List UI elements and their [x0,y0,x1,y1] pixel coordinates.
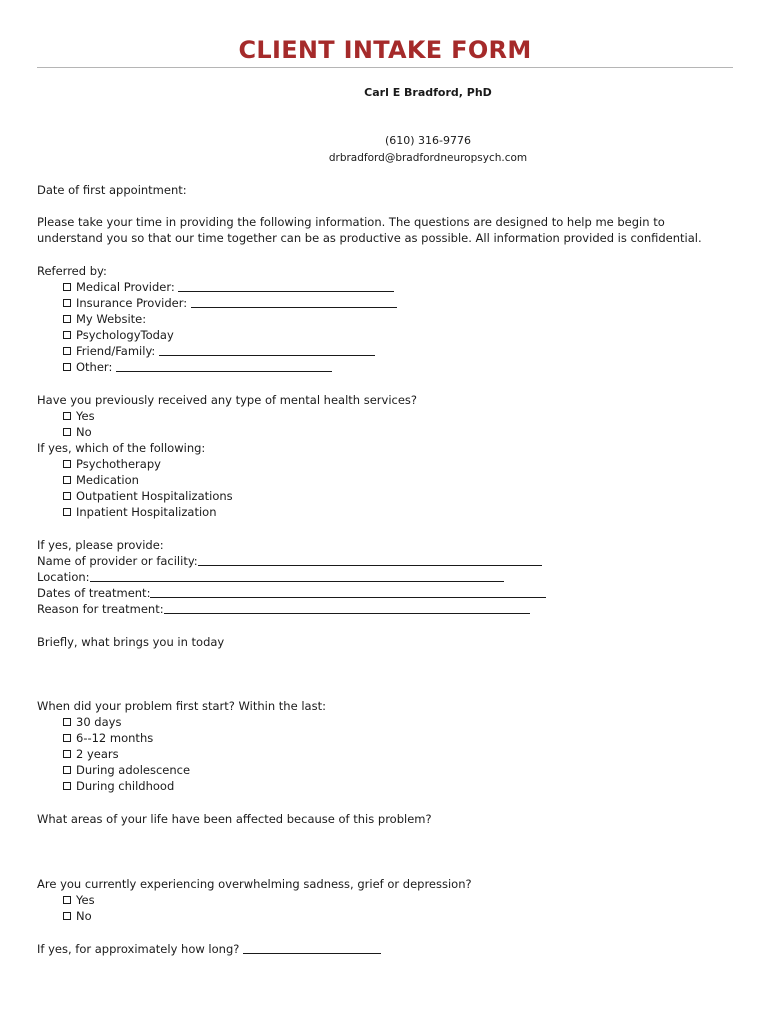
option-label: No [76,425,92,439]
checkbox[interactable] [63,492,71,500]
intro-paragraph-line-1: Please take your time in providing the following information. The questions are designed to help me begin to [37,215,665,229]
option-label: Insurance Provider: [76,296,188,310]
referred-option-psychologytoday [63,327,174,343]
checkbox[interactable] [63,283,71,291]
problem-start-question: When did your problem first start? Within the last: [37,699,326,713]
title-divider [37,67,733,68]
provider-name-blank[interactable] [198,554,542,566]
option-label: During childhood [76,779,175,793]
insurance-provider-blank[interactable] [191,296,397,308]
reason-for-treatment-blank[interactable] [164,602,530,614]
service-option-inpatient [63,504,217,520]
start-option-adolescence [63,762,190,778]
option-label: Psychotherapy [76,457,161,471]
clinician-phone: (610) 316-9776 [384,134,472,147]
option-label: Friend/Family: [76,344,156,358]
checkbox[interactable] [63,460,71,468]
field-label: Name of provider or facility: [37,554,198,568]
intro-paragraph-line-2: understand you so that our time together can be as productive as possible. All information provided is confidential. [37,231,702,245]
sadness-option-no [63,908,92,924]
clinician-email: drbradford@bradfordneuropsych.com [328,152,528,164]
previous-option-yes [63,408,95,424]
field-label: Location: [37,570,90,584]
how-long-field [37,941,381,957]
checkbox[interactable] [63,299,71,307]
referred-by-label: Referred by: [37,264,107,278]
field-label: Dates of treatment: [37,586,151,600]
checkbox[interactable] [63,734,71,742]
service-option-outpatient [63,488,233,504]
previous-services-question: Have you previously received any type of mental health services? [37,393,418,407]
form-title: CLIENT INTAKE FORM [238,36,532,64]
field-label: If yes, for approximately how long? [37,942,240,956]
referred-option-my-website [63,311,146,327]
provider-name-field [37,553,542,569]
option-label: My Website: [76,312,147,326]
checkbox[interactable] [63,412,71,420]
option-label: 30 days [76,715,122,729]
checkbox[interactable] [63,912,71,920]
checkbox[interactable] [63,331,71,339]
service-option-medication [63,472,139,488]
checkbox[interactable] [63,896,71,904]
service-option-psychotherapy [63,456,161,472]
areas-affected-question: What areas of your life have been affected because of this problem? [37,812,432,826]
sadness-question: Are you currently experiencing overwhelming sadness, grief or depression? [37,877,472,891]
start-option-6-12-months [63,730,153,746]
checkbox[interactable] [63,363,71,371]
checkbox[interactable] [63,750,71,758]
option-label: Yes [76,409,95,423]
friend-family-blank[interactable] [159,344,375,356]
referred-option-insurance-provider [63,295,397,311]
location-blank[interactable] [90,570,504,582]
start-option-30-days [63,714,121,730]
checkbox[interactable] [63,428,71,436]
which-services-label: If yes, which of the following: [37,441,206,455]
option-label: PsychologyToday [76,328,174,342]
reason-for-treatment-field [37,601,530,617]
start-option-2-years [63,746,119,762]
option-label: Inpatient Hospitalization [76,505,217,519]
checkbox[interactable] [63,476,71,484]
option-label: Other: [76,360,113,374]
clinician-name: Carl E Bradford, PhD [364,86,492,99]
start-option-childhood [63,778,174,794]
how-long-blank[interactable] [243,942,381,954]
dates-of-treatment-blank[interactable] [150,586,546,598]
option-label: 6--12 months [76,731,154,745]
checkbox[interactable] [63,718,71,726]
option-label: During adolescence [76,763,191,777]
option-label: Medication [76,473,139,487]
brings-you-in-question: Briefly, what brings you in today [37,635,225,649]
referred-option-medical-provider [63,279,394,295]
option-label: No [76,909,92,923]
field-label: Reason for treatment: [37,602,164,616]
date-of-first-appointment-label: Date of first appointment: [37,183,187,197]
checkbox[interactable] [63,766,71,774]
option-label: Yes [76,893,95,907]
checkbox[interactable] [63,315,71,323]
other-blank[interactable] [116,360,332,372]
location-field [37,569,504,585]
sadness-option-yes [63,892,95,908]
referred-option-friend-family [63,343,375,359]
checkbox[interactable] [63,508,71,516]
option-label: Medical Provider: [76,280,175,294]
checkbox[interactable] [63,347,71,355]
previous-option-no [63,424,92,440]
please-provide-label: If yes, please provide: [37,538,164,552]
option-label: 2 years [76,747,119,761]
dates-of-treatment-field [37,585,546,601]
medical-provider-blank[interactable] [178,280,394,292]
checkbox[interactable] [63,782,71,790]
referred-option-other [63,359,332,375]
option-label: Outpatient Hospitalizations [76,489,233,503]
